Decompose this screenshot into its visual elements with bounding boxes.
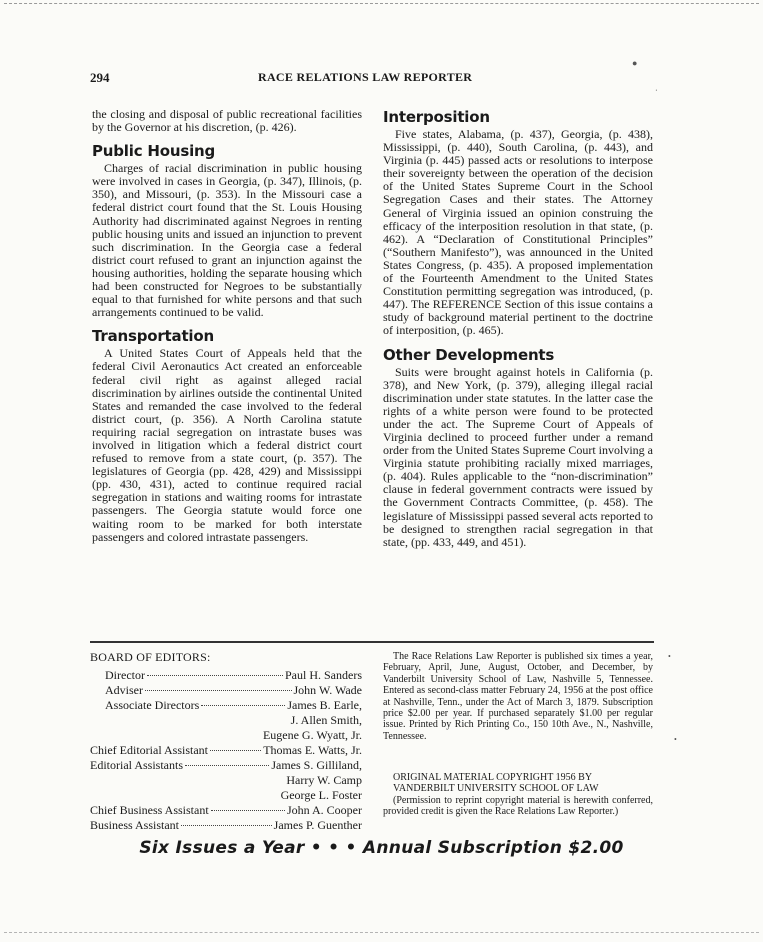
editor-name: Harry W. Camp xyxy=(286,773,362,787)
editor-role: Editorial Assistants xyxy=(90,758,183,772)
editor-name: Eugene G. Wyatt, Jr. xyxy=(262,728,362,742)
board-title: BOARD OF EDITORS: xyxy=(90,650,211,664)
dot-leader xyxy=(181,825,272,826)
subscription-banner: Six Issues a Year • • • Annual Subscription $2.00 xyxy=(139,838,624,858)
section-heading-other-developments: Other Developments xyxy=(383,345,555,364)
editor-list xyxy=(90,668,362,833)
editor-name: George L. Foster xyxy=(280,788,362,802)
dot-leader xyxy=(145,690,292,691)
bottom-dashed-border xyxy=(4,932,759,933)
copyright-notice xyxy=(383,772,653,818)
editor-row xyxy=(90,803,362,818)
publication-info-text: The Race Relations Law Reporter is published six times a year, February, April, June, August, October, and December, by Vanderbilt University School of Law, Nashville 5, Tennessee. Entered as second-class matter February 24, 1956 at the post office at Nashville, Tenn., under the Act of March 3, 1879. Subscription price $2.00 per year. If purchased separately $1.00 per regular issue. Printed by Rich Printing Co., 150 10th Ave., N., Nashville, Tennessee. xyxy=(383,651,653,742)
section-paragraph-other-developments: Suits were brought against hotels in California (p. 378), and New York, (p. 379), alleging illegal racial discrimination under state statutes. In the latter case the rights of a white person were found to be protected under the act. The Supreme Court of Appeals of Virginia declined to proceed further under a remand order from the United States Supreme Court involving a Virginia statute prohibiting racially mixed marriages, (p. 404). Rules applicable to the “non-discrimination” clause in federal government contracts were issued by the Government Contracts Committee, (p. 458). The legislature of Mississippi passed several acts reported to be designed to strengthen racial segregation in that state, (pp. 433, 449, and 451). xyxy=(383,364,653,549)
section-paragraph-transportation: A United States Court of Appeals held that the federal Civil Aeronautics Act created an enforceable federal civil right as against alleged racial discrimination by airlines outside the continental United States and remanded the case involved to the federal district court, (p. 356). A North Carolina statute requiring racial segregation on intrastate buses was involved in litigation which a federal district court refused to remove from a state court, (p. 357). The legislatures of Georgia (pp. 428, 429) and Mississippi (pp. 430, 431), acted to continue required racial segregation in stations and waiting rooms for intrastate passengers. The Georgia statute would force one waiting room to be marked for both interstate passengers and colored intrastate passengers. xyxy=(92,346,362,544)
editor-name: James B. Earle, xyxy=(287,698,362,712)
editor-role: Chief Business Assistant xyxy=(90,803,209,817)
editor-name: Paul H. Sanders xyxy=(285,668,362,682)
section-heading-public-housing: Public Housing xyxy=(92,142,216,161)
editor-name: John A. Cooper xyxy=(287,803,362,817)
ink-speck: ● xyxy=(632,58,638,68)
page-number: 294 xyxy=(90,70,110,85)
section-divider-rule xyxy=(90,641,654,643)
top-dashed-border xyxy=(4,3,759,4)
section-paragraph-interposition: Five states, Alabama, (p. 437), Georgia, (p. 438), Mississippi, (p. 440), South Carolina, (p. 443), and Virginia (p. 445) passed acts or resolutions to interpose their sovereignty between the operation of the decision of the United States Supreme Court in the School Segregation Cases and their states. The Attorney General of Virginia issued an opinion construing the efficacy of the interposition resolution in that state, (p. 462). A “Declaration of Constitutional Principles” (“Southern Manifesto”), was announced in the United States Congress, (p. 435). A proposed implementation of the Fourteenth Amendment to the United States Constitution permitting segregation was introduced, (p. 447). The REFERENCE Section of this issue contains a study of background material pertinent to the doctrine of interposition, (p. 465). xyxy=(383,127,653,338)
board-of-editors xyxy=(90,650,362,833)
editor-role: Chief Editorial Assistant xyxy=(90,743,208,757)
copyright-line-2: VANDERBILT UNIVERSITY SCHOOL OF LAW xyxy=(393,783,599,795)
editor-role: Associate Directors xyxy=(105,698,200,712)
editor-row xyxy=(90,788,362,803)
copyright-line-1: ORIGINAL MATERIAL COPYRIGHT 1956 BY xyxy=(393,772,593,783)
editor-name: J. Allen Smith, xyxy=(290,713,362,727)
copyright-permission-note: (Permission to reprint copyright material is herewith conferred, provided credit is given the Race Relations Law Reporter.) xyxy=(383,794,653,818)
dot-leader xyxy=(211,810,285,811)
editor-name: Thomas E. Watts, Jr. xyxy=(263,743,362,757)
dot-leader xyxy=(147,675,283,676)
editor-row xyxy=(90,668,362,683)
editor-row xyxy=(90,728,362,743)
dot-leader xyxy=(185,765,269,766)
editor-row xyxy=(90,818,362,833)
ink-speck: ⋅ xyxy=(655,86,658,95)
editor-role: Business Assistant xyxy=(90,818,180,832)
section-paragraph-public-housing: Charges of racial discrimination in public housing were involved in cases in Georgia, (p. 347), Illinois, (p. 350), and Missouri, (p. 353). In the Missouri case a federal district court found that the St. Louis Housing Authority had discriminated against Negroes in renting public housing units and issued an injunction to prevent such discrimination. In the Georgia case a federal district court refused to grant an injunction against the housing authorities, holding the separate housing which had been constructed for Negroes to be substantially equal to that furnished for white persons and that such arrangements continued to be valid. xyxy=(92,161,362,320)
editor-row xyxy=(90,698,362,713)
editor-row xyxy=(90,743,362,758)
dot-leader xyxy=(201,705,285,706)
editor-name: John W. Wade xyxy=(293,683,362,697)
running-title: RACE RELATIONS LAW REPORTER xyxy=(258,70,473,84)
section-heading-transportation: Transportation xyxy=(92,327,214,346)
editor-name: James P. Guenther xyxy=(273,818,362,832)
editor-row xyxy=(90,683,362,698)
section-heading-interposition: Interposition xyxy=(383,108,490,126)
publication-info xyxy=(383,651,653,742)
ink-speck: • xyxy=(668,652,671,661)
editor-role: Director xyxy=(105,668,145,682)
ink-speck: • xyxy=(674,735,677,744)
right-column xyxy=(383,108,653,549)
editor-row xyxy=(90,713,362,728)
editor-name: James S. Gilliland, xyxy=(271,758,362,772)
dot-leader xyxy=(210,750,261,751)
intro-paragraph: the closing and disposal of public recreational facilities by the Governor at his discretion, (p. 426). xyxy=(92,107,362,135)
left-column xyxy=(92,108,362,544)
editor-row xyxy=(90,773,362,788)
editor-row xyxy=(90,758,362,773)
editor-role: Adviser xyxy=(105,683,143,697)
